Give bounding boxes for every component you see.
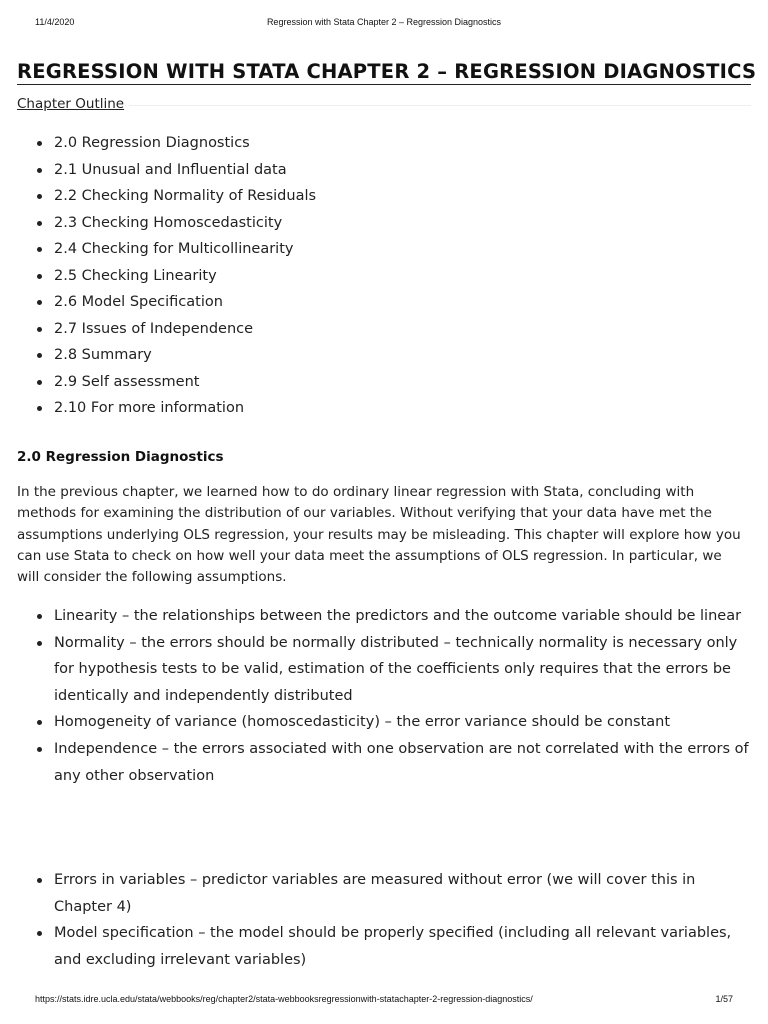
assumptions-list-continued [37, 867, 753, 968]
print-url: https://stats.idre.ucla.edu/stata/webbooks/reg/chapter2/stata-webbooksregressionwith-statachapter-2-regression-diagnostics/ [35, 994, 533, 1004]
list-item: Model specification – the model should be properly specified (including all relevant variables, and excluding irrelevant variables) [37, 920, 753, 973]
list-item: Independence – the errors associated with one observation are not correlated with the errors of any other observation [37, 736, 753, 789]
outline-item[interactable]: 2.10 For more information [37, 395, 316, 422]
outline-item[interactable]: 2.9 Self assessment [37, 369, 316, 396]
print-date: 11/4/2020 [35, 17, 75, 27]
chapter-outline-row [17, 96, 751, 116]
intro-paragraph: In the previous chapter, we learned how to do ordinary linear regression with Stata, concluding with methods for examining the distribution of our variables. Without verifying that your data have met the assumptions underlying OLS regression, your results may be misleading. This chapter will explore how you can use Stata to check on how well your data meet the assumptions of OLS regression. In particular, we will consider the following assumptions. [17, 484, 741, 586]
outline-item[interactable]: 2.3 Checking Homoscedasticity [37, 210, 316, 237]
print-header [0, 17, 768, 31]
outline-item[interactable]: 2.4 Checking for Multicollinearity [37, 236, 316, 263]
outline-item[interactable]: 2.1 Unusual and Influential data [37, 157, 316, 184]
print-page-title: Regression with Stata Chapter 2 – Regression Diagnostics [266, 17, 502, 27]
outline-item[interactable]: 2.0 Regression Diagnostics [37, 130, 316, 157]
list-item: Normality – the errors should be normally distributed – technically normality is necessary only for hypothesis tests to be valid, estimation of the coefficients only requires that the errors be identically and independently distributed [37, 630, 753, 710]
print-footer [0, 994, 768, 1008]
list-item: Linearity – the relationships between the predictors and the outcome variable should be linear [37, 603, 753, 630]
list-item: Errors in variables – predictor variables are measured without error (we will cover this in Chapter 4) [37, 867, 753, 920]
list-item: Homogeneity of variance (homoscedasticity) – the error variance should be constant [37, 709, 753, 736]
section-heading: 2.0 Regression Diagnostics [17, 449, 224, 465]
outline-item[interactable]: 2.2 Checking Normality of Residuals [37, 183, 316, 210]
outline-item[interactable]: 2.6 Model Specification [37, 289, 316, 316]
page-number: 1/57 [715, 994, 733, 1004]
outline-item[interactable]: 2.8 Summary [37, 342, 316, 369]
outline-item[interactable]: 2.7 Issues of Independence [37, 316, 316, 343]
chapter-outline-link[interactable]: Chapter Outline [17, 96, 125, 112]
assumptions-list [37, 603, 753, 789]
divider [129, 105, 751, 106]
chapter-outline-list [37, 130, 316, 422]
page-title-text: REGRESSION WITH STATA CHAPTER 2 – REGRESSION DIAGNOSTICS [17, 60, 757, 83]
page-title [17, 54, 757, 85]
outline-item[interactable]: 2.5 Checking Linearity [37, 263, 316, 290]
